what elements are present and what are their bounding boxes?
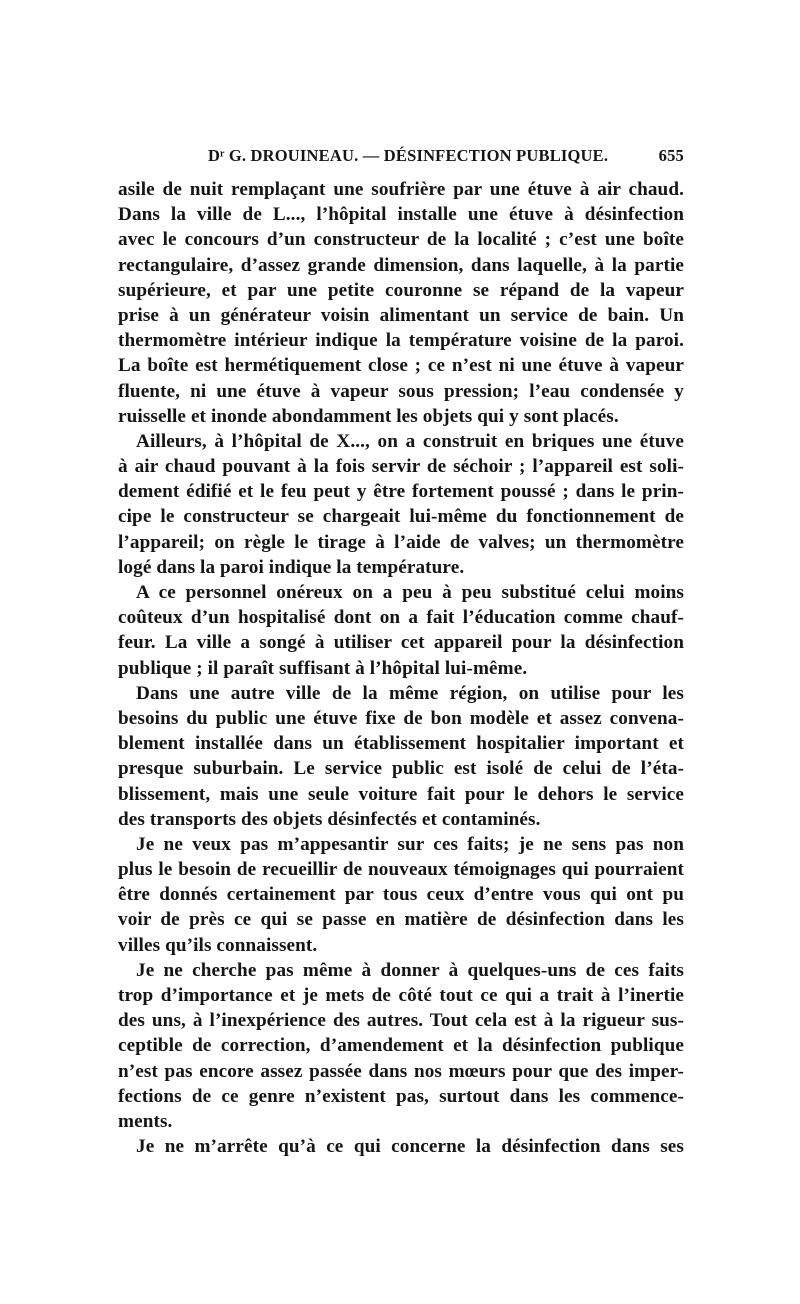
paragraph [118, 177, 684, 429]
text-line: thermomètre intérieur indique la température voisine de la paroi. [118, 330, 684, 352]
text-line: asile de nuit remplaçant une soufrière par une étuve à air chaud. [118, 179, 684, 200]
text-line: villes qu’ils connaissent. [118, 934, 318, 956]
paragraph [118, 1134, 684, 1159]
text-line: avec le concours d’un constructeur de la localité ; c’est une boîte [118, 229, 684, 251]
page-number: 655 [658, 146, 684, 165]
text-line: à air chaud pouvant à la fois servir de séchoir ; l’appareil est soli- [118, 456, 684, 478]
text-line: Dans une autre ville de la même région, on utilise pour les [136, 682, 684, 704]
text-line: ruisselle et inonde abondamment les objets qui y sont placés. [118, 405, 619, 427]
text-line: Dans la ville de L..., l’hôpital installe une étuve à désinfection [118, 204, 684, 226]
text-line: l’appareil; on règle le tirage à l’aide de valves; un thermomètre [118, 531, 684, 553]
running-header [118, 146, 684, 168]
text-line: voir de près ce qui se passe en matière de désinfection dans les [118, 909, 684, 931]
paragraph [118, 429, 684, 580]
text-line: être donnés certainement par tous ceux d’entre vous qui ont pu [118, 884, 684, 906]
paragraph [118, 580, 684, 681]
text-line: des transports des objets désinfectés et contaminés. [118, 808, 541, 830]
text-line: blissement, mais une seule voiture fait pour le dehors le service [118, 783, 684, 805]
text-line: n’est pas encore assez passée dans nos mœurs pour que des imper- [118, 1060, 684, 1082]
text-line: des uns, à l’inexpérience des autres. Tout cela est à la rigueur sus- [118, 1010, 684, 1032]
paragraph [118, 681, 684, 832]
text-line: prise à un générateur voisin alimentant un service de bain. Un [118, 304, 684, 326]
text-line: fections de ce genre n’existent pas, surtout dans les commence- [118, 1085, 684, 1107]
text-line: publique ; il paraît suffisant à l’hôpital lui-même. [118, 657, 528, 679]
text-line: supérieure, et par une petite couronne se répand de la vapeur [118, 279, 684, 301]
text-line: fluente, ni une étuve à vapeur sous pression; l’eau condensée y [118, 380, 684, 402]
text-line: plus le besoin de recueillir de nouveaux témoignages qui pourraient [118, 859, 684, 881]
text-line: cipe le constructeur se chargeait lui-même du fonctionnement de [118, 506, 684, 528]
text-line: Je ne veux pas m’appesantir sur ces faits; je ne sens pas non [136, 833, 684, 855]
text-line: trop d’importance et je mets de côté tout ce qui a trait à l’inertie [118, 985, 684, 1006]
running-title: Dʳ G. DROUINEAU. — DÉSINFECTION PUBLIQUE. [208, 146, 609, 165]
text-line: presque suburbain. Le service public est isolé de celui de l’éta- [118, 758, 684, 780]
text-line: A ce personnel onéreux on a peu à peu substitué celui moins [136, 582, 684, 603]
text-line: Je ne cherche pas même à donner à quelques-uns de ces faits [136, 959, 684, 981]
text-line: besoins du public une étuve fixe de bon modèle et assez convena- [118, 707, 684, 729]
text-line: feur. La ville a songé à utiliser cet appareil pour la désinfection [118, 632, 684, 654]
text-line: ments. [118, 1110, 173, 1132]
paragraph [118, 832, 684, 958]
text-line: rectangulaire, d’assez grande dimension, dans laquelle, à la partie [118, 254, 684, 276]
text-line: Ailleurs, à l’hôpital de X..., on a construit en briques une étuve [136, 430, 684, 452]
text-line: dement édifié et le feu peut y être fortement poussé ; dans le prin- [118, 481, 684, 503]
text-line: coûteux d’un hospitalisé dont on a fait l’éducation comme chauf- [118, 607, 684, 629]
text-line: blement installée dans un établissement hospitalier important et [118, 733, 684, 755]
body-text [118, 177, 684, 1159]
text-line: ceptible de correction, d’amendement et la désinfection publique [118, 1035, 684, 1057]
text-line: La boîte est hermétiquement close ; ce n’est ni une étuve à vapeur [118, 355, 684, 377]
paragraph [118, 958, 684, 1134]
text-line: logé dans la paroi indique la température. [118, 556, 465, 578]
text-line: Je ne m’arrête qu’à ce qui concerne la désinfection dans ses [136, 1136, 684, 1158]
